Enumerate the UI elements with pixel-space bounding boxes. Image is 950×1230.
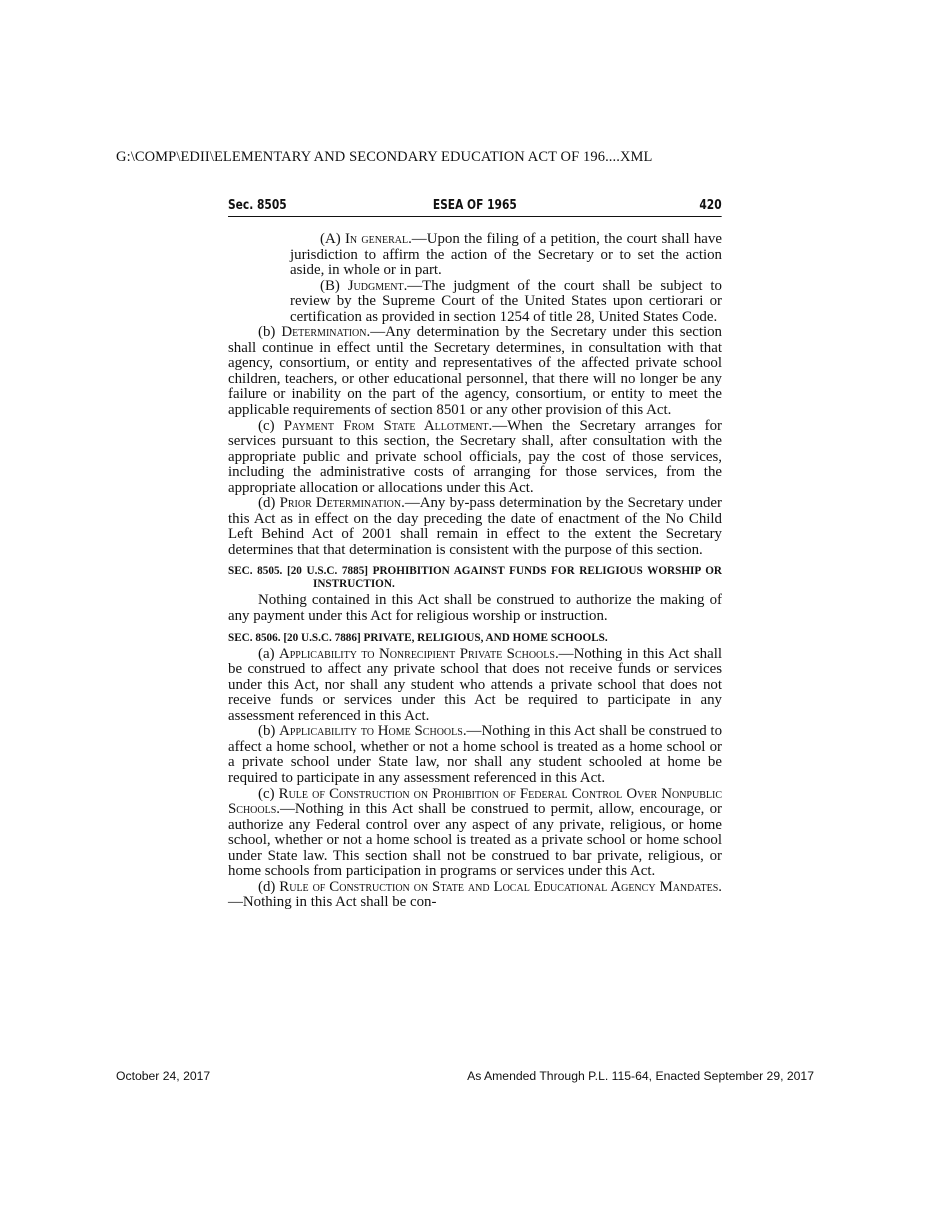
header-title: ESEA OF 1965 <box>432 198 517 213</box>
footer-amended: As Amended Through P.L. 115-64, Enacted September 29, 2017 <box>467 1069 814 1083</box>
header-page-number: 420 <box>699 198 722 213</box>
paragraph-federal-control: (c) Rule of Construction on Prohibition of Federal Control Over Nonpublic Schools.—Nothing in this Act shall be construed to permit, allow, encourage, or authorize any Federal control over any aspect of any private, religious, or home school, whether or not a home school is treated as a private school or home school under State law. This section shall not be construed to bar private, religious, or home schools from participation in programs or services under this Act. <box>228 785 722 880</box>
paragraph-nonrecipient: (a) Applicability to Nonrecipient Private Schools.—Nothing in this Act shall be construed to affect any private school that does not receive funds or services under this Act, nor shall any student who attends a private school that does not receive funds or services under this Act be required to participate in any assessment referenced in this Act. <box>228 645 722 724</box>
paragraph-a-in-general: (A) In general.—Upon the filing of a petition, the court shall have jurisdiction to affirm the action of the Secretary or to set the action aside, in whole or in part. <box>290 231 722 279</box>
file-path: G:\COMP\EDII\ELEMENTARY AND SECONDARY EDUCATION ACT OF 196....XML <box>116 149 653 165</box>
running-head <box>228 198 722 217</box>
paragraph-prior-determination: (d) Prior Determination.—Any by-pass determination by the Secretary under this Act as in effect on the day preceding the date of enactment of the No Child Left Behind Act of 2001 shall remain in effect to the extent the Secretary determines that that determination is consistent with the purpose of this section. <box>228 495 722 558</box>
document-body <box>228 232 722 911</box>
paragraph-determination: (b) Determination.—Any determination by the Secretary under this section shall continue in effect until the Secretary determines, in consultation with that agency, consortium, or entity and representatives of the affected private school children, teachers, or other educational personnel, that there will no longer be any failure or inability on the part of the agency, consortium, or entity to meet the applicable requirements of section 8501 or any other provision of this Act. <box>228 324 722 419</box>
footer-date: October 24, 2017 <box>116 1069 211 1083</box>
header-section: Sec. 8505 <box>228 198 287 213</box>
paragraph-payment: (c) Payment From State Allotment.—When the Secretary arranges for services pursuant to this section, the Secretary shall, after consultation with the appropriate public and private school officials, pay the cost of those services, including the administrative costs of arranging for those services, from the appropriate allocation or allocations under this Act. <box>228 417 722 496</box>
paragraph-nothing-contained: Nothing contained in this Act shall be construed to authorize the making of any payment under this Act for religious worship or instruction. <box>228 592 722 625</box>
paragraph-b-judgment: (B) Judgment.—The judgment of the court shall be subject to review by the Supreme Court of the United States upon certiorari or certification as provided in section 1254 of title 28, United States Code. <box>290 277 722 325</box>
paragraph-home-schools: (b) Applicability to Home Schools.—Nothing in this Act shall be construed to affect a home school, whether or not a home school is treated as a home school or a private school under State law, nor shall any student schooled at home be required to participate in any assessment referenced in this Act. <box>228 723 723 786</box>
paragraph-agency-mandates: (d) Rule of Construction on State and Local Educational Agency Mandates.—Nothing in this Act shall be con- <box>228 878 723 911</box>
section-heading-8505: SEC. 8505. [20 U.S.C. 7885] PROHIBITION AGAINST FUNDS FOR RELIGIOUS WORSHIP OR INSTRUCTION. <box>228 565 722 591</box>
section-heading-8506: SEC. 8506. [20 U.S.C. 7886] PRIVATE, RELIGIOUS, AND HOME SCHOOLS. <box>228 631 608 644</box>
